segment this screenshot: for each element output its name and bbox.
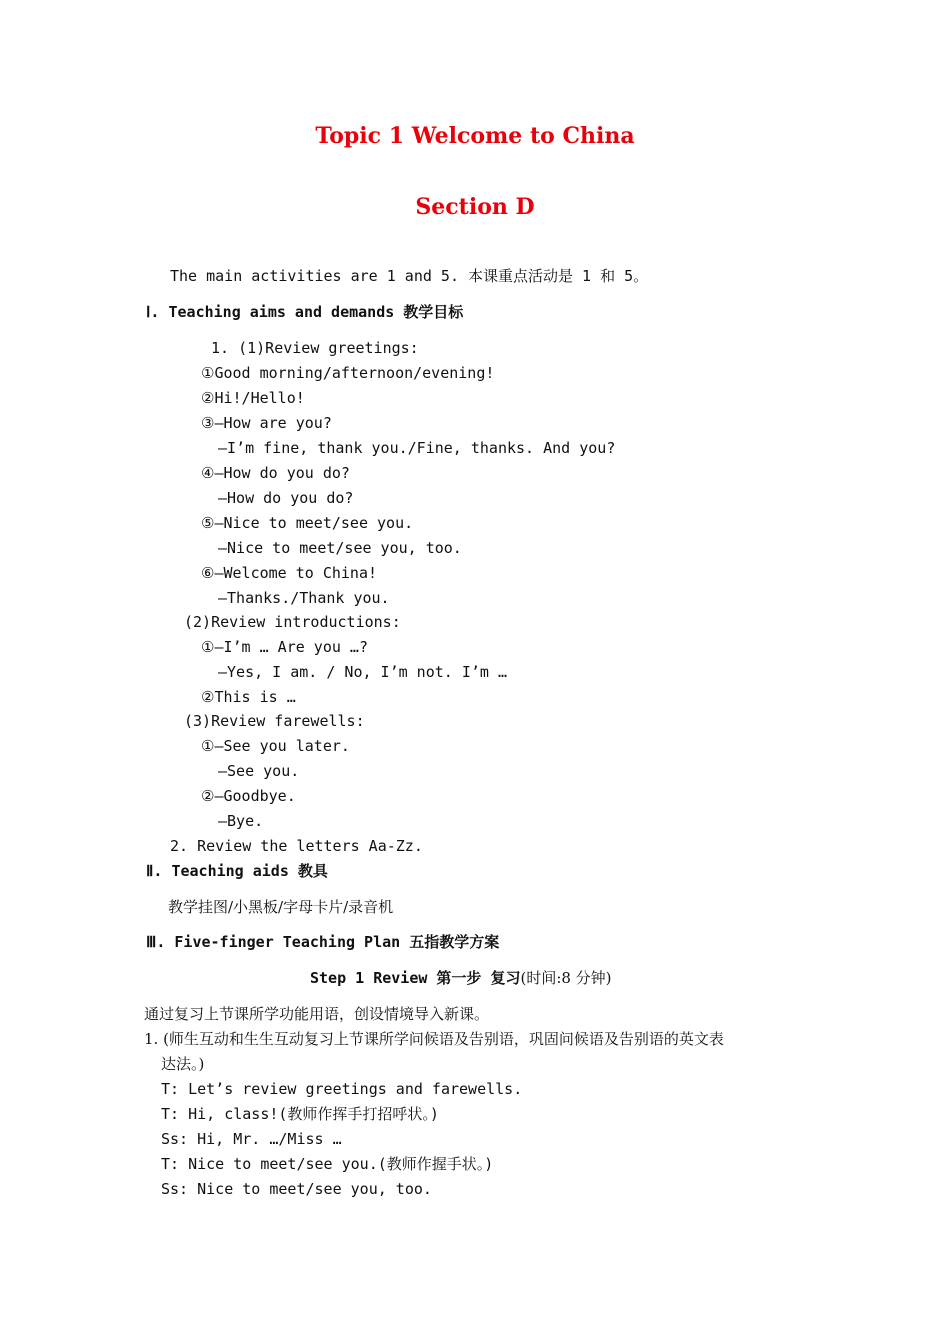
document-title: Topic 1 Welcome to China <box>315 123 635 149</box>
step-intro: 通过复习上节课所学功能用语，创设情境导入新课。 <box>144 1005 490 1023</box>
aim-line: —Bye. <box>218 812 264 830</box>
section-heading-aids: Ⅱ. Teaching aids 教具 <box>146 862 328 880</box>
aim-line: (3)Review farewells: <box>184 712 365 730</box>
dialogue-line: T: Let’s review greetings and farewells. <box>161 1080 523 1098</box>
intro-text: The main activities are 1 and 5. 本课重点活动是 1 和 5。 <box>170 267 649 285</box>
step-heading <box>310 968 612 988</box>
aim-line: —See you. <box>218 762 300 780</box>
section-heading-plan: Ⅲ. Five-finger Teaching Plan 五指教学方案 <box>146 933 500 951</box>
section-heading-aims: Ⅰ. Teaching aims and demands 教学目标 <box>146 303 464 321</box>
step-time: (时间:8 分钟) <box>520 969 612 987</box>
dialogue-line: Ss: Hi, Mr. …/Miss … <box>161 1130 342 1148</box>
aim-line: —How do you do? <box>218 489 354 507</box>
aim-line: (2)Review introductions: <box>184 613 401 631</box>
aim-line: 1. (1)Review greetings: <box>211 339 419 357</box>
aim-line: —Yes, I am. / No, I’m not. I’m … <box>218 663 507 681</box>
dialogue-line: T: Hi, class!(教师作挥手打招呼状。) <box>161 1105 439 1123</box>
teaching-aids-text: 教学挂图/小黑板/字母卡片/录音机 <box>168 898 394 916</box>
step-item-line: 1. (师生互动和生生互动复习上节课所学问候语及告别语，巩固问候语及告别语的英文表 <box>144 1030 724 1048</box>
aim-line: 2. Review the letters Aa-Zz. <box>170 837 423 855</box>
aim-line: ⑥—Welcome to China! <box>201 564 378 582</box>
aim-line: ③—How are you? <box>201 414 332 432</box>
dialogue-line: T: Nice to meet/see you.(教师作握手状。) <box>161 1155 494 1173</box>
aim-line: ①—See you later. <box>201 737 350 755</box>
section-subtitle: Section D <box>415 194 535 220</box>
aim-line: ④—How do you do? <box>201 464 350 482</box>
aim-line: ②This is … <box>201 688 296 706</box>
step-item-line: 达法。) <box>161 1055 205 1073</box>
aim-line: ①Good morning/afternoon/evening! <box>201 364 495 382</box>
dialogue-line: Ss: Nice to meet/see you, too. <box>161 1180 432 1198</box>
aim-line: —I’m fine, thank you./Fine, thanks. And you? <box>218 439 616 457</box>
aim-line: ②—Goodbye. <box>201 787 296 805</box>
step-title: Step 1 Review 第一步 复习 <box>310 969 521 987</box>
aim-line: —Nice to meet/see you, too. <box>218 539 462 557</box>
aim-line: ②Hi!/Hello! <box>201 389 305 407</box>
aim-line: —Thanks./Thank you. <box>218 589 390 607</box>
aim-line: ①—I’m … Are you …? <box>201 638 368 656</box>
aim-line: ⑤—Nice to meet/see you. <box>201 514 414 532</box>
